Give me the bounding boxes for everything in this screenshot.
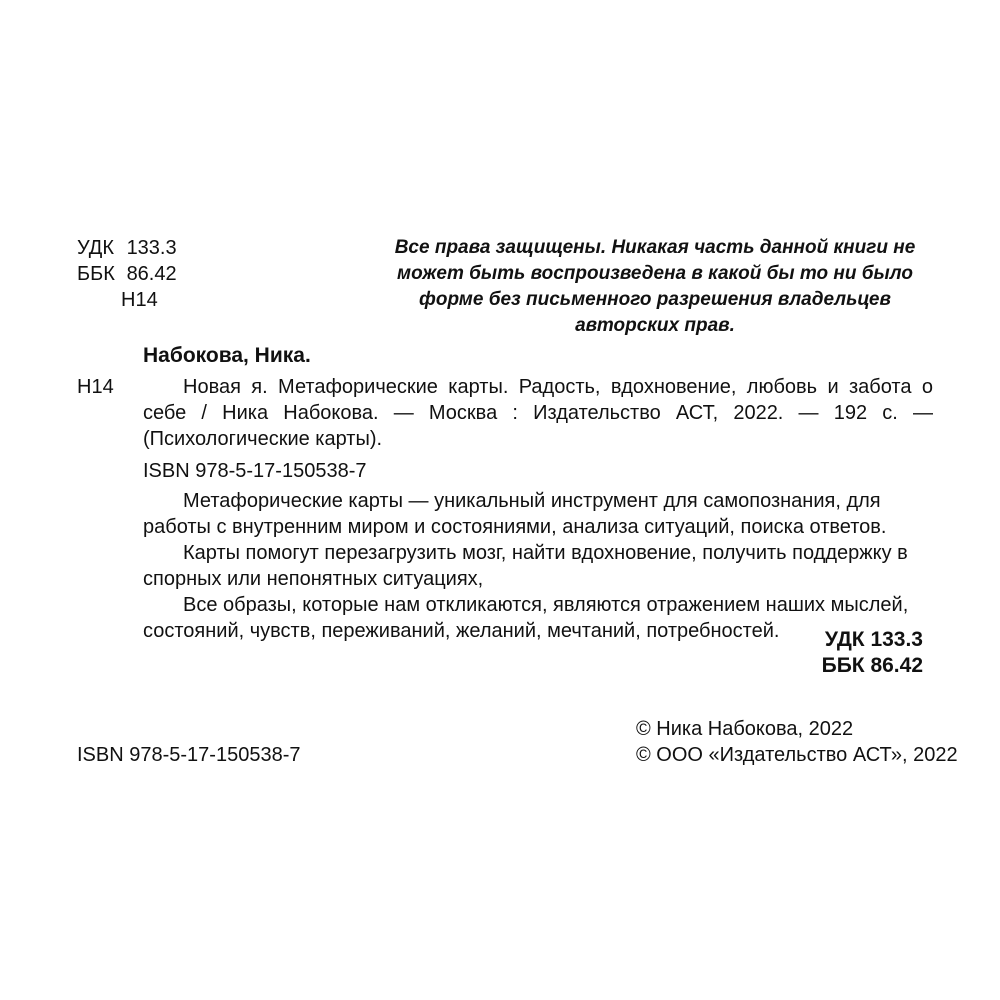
udk-row — [77, 235, 177, 261]
copyright-publisher: © ООО «Издательство АСТ», 2022 — [636, 744, 958, 766]
annotation-paragraph: Карты помогут перезагрузить мозг, найти вдохновение, получить поддержку в спорных или непонятных ситуациях, — [143, 542, 908, 590]
copyright-author: © Ника Набокова, 2022 — [636, 718, 854, 740]
classification-summary — [822, 627, 923, 679]
author-heading: Набокова, Ника. — [143, 344, 311, 367]
udk-value: 133.3 — [126, 237, 177, 259]
annotation-paragraph: Метафорические карты — уникальный инструмент для самопознания, для работы с внутренним миром и состояниями, анализа ситуаций, поиска ответов. — [143, 490, 887, 538]
isbn-bottom: ISBN 978-5-17-150538-7 — [77, 744, 301, 766]
author-mark: Н14 — [121, 289, 158, 311]
bbk-row — [77, 261, 177, 287]
bibliographic-description: Новая я. Метафорические карты. Радость, вдохновение, любовь и забота о себе / Ника Набокова. — Москва : Издательство АСТ, 2022. — 192 с. — (Психологические карты). — [143, 376, 933, 450]
bbk-label: ББК — [77, 263, 115, 285]
bibliographic-mark: Н14 — [77, 376, 114, 398]
bbk-value: 86.42 — [126, 263, 177, 285]
isbn-main: ISBN 978-5-17-150538-7 — [143, 460, 367, 482]
classification-block — [77, 235, 177, 313]
rights-notice: Все права защищены. Никакая часть данной книги не может быть воспроизведена в какой бы то ни было форме без письменного разрешения владельцев авторских прав. — [394, 237, 916, 336]
annotation — [143, 488, 933, 644]
udk-summary: УДК 133.3 — [824, 628, 923, 651]
copyright-block — [636, 716, 958, 768]
annotation-paragraph: Все образы, которые нам откликаются, являются отражением наших мыслей, состояний, чувств, переживаний, желаний, мечтаний, потребностей. — [143, 594, 909, 642]
udk-label: УДК — [77, 237, 115, 259]
bbk-summary: ББК 86.42 — [821, 654, 923, 677]
